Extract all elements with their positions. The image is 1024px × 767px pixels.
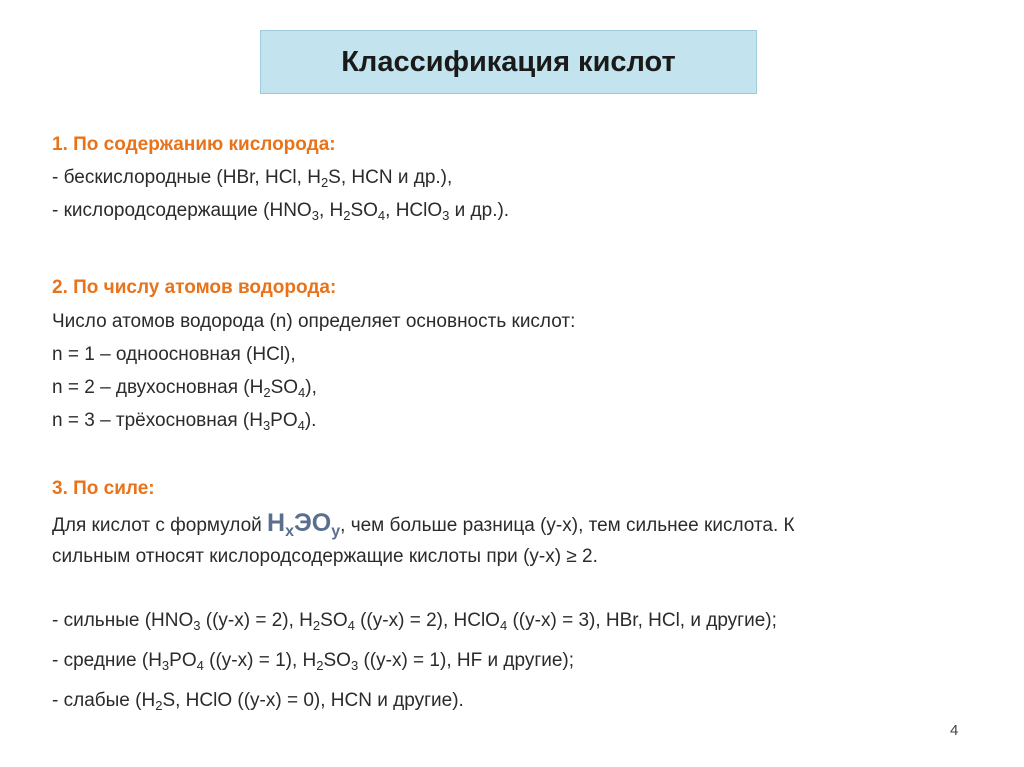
section-2-heading: 2. По числу атомов водорода: [52, 277, 337, 298]
subscript: 2 [343, 208, 351, 223]
subscript: 4 [499, 618, 508, 633]
subscript: 2 [155, 698, 163, 713]
text-run: S, HCN и др.), [328, 167, 453, 188]
text-run: - бескислородные (HBr, HCl, H [52, 167, 321, 188]
subscript: x [285, 523, 295, 540]
subscript: 4 [196, 658, 204, 673]
text-run: SO [350, 200, 378, 221]
subscript: 3 [442, 208, 450, 223]
monobasic-line: n = 1 – одноосновная (HCl), [52, 344, 296, 365]
strong-acids-line [52, 606, 777, 636]
subscript: 4 [377, 208, 386, 223]
dibasic-line [52, 373, 317, 403]
general-formula [267, 509, 341, 540]
text-run: ЭО [294, 509, 332, 537]
text-run: ((y-x) = 1), HF и другие); [358, 650, 575, 671]
text-run: ((y-x) = 2), HClO [354, 610, 500, 631]
subscript: 3 [193, 618, 201, 633]
text-run: - сильные (HNO [52, 610, 194, 631]
subscript: 2 [316, 658, 324, 673]
text-run: ((y-x) = 2), H [200, 610, 313, 631]
subscript: 3 [311, 208, 319, 223]
subscript: y [331, 523, 341, 540]
strength-paragraph-line-1 [52, 508, 795, 541]
medium-acids-line [52, 646, 574, 676]
tribasic-line [52, 406, 316, 436]
page-number: 4 [950, 722, 959, 739]
text-run: - средние (H [52, 650, 162, 671]
subscript: 4 [297, 418, 305, 433]
subscript: 3 [262, 418, 271, 433]
strength-paragraph-line-2: сильным относят кислородсодержащие кислоты при (y-x) ≥ 2. [52, 546, 598, 567]
section-3-heading: 3. По силе: [52, 478, 155, 499]
text-run: n = 3 – трёхосновная (H [52, 410, 263, 431]
subscript: 2 [263, 385, 271, 400]
text-run: ((y-x) = 3), HBr, HCl, и другие); [507, 610, 777, 631]
text-run: ((y-x) = 1), H [203, 650, 317, 671]
oxygen-acids-line [52, 196, 509, 226]
text-run: PO [270, 410, 298, 431]
text-run: H [267, 509, 286, 537]
oxygen-free-acids-line [52, 163, 452, 193]
text-run: ), [305, 377, 317, 398]
section-1-heading: 1. По содержанию кислорода: [52, 134, 336, 155]
strength-text-a: Для кислот с формулой [52, 515, 268, 536]
text-run: n = 2 – двухосновная (H [52, 377, 264, 398]
slide-title: Классификация кислот [341, 45, 676, 78]
text-run: S, HClO ((y-x) = 0), HCN и другие). [162, 690, 464, 711]
text-run: PO [169, 650, 197, 671]
strength-text-b: , чем больше разница (y-x), тем сильнее кислота. К [340, 515, 795, 536]
text-run: и др.). [449, 200, 510, 221]
subscript: 4 [298, 385, 306, 400]
title-box [260, 30, 757, 94]
text-run: SO [320, 610, 348, 631]
text-run: - кислородсодержащие (HNO [52, 200, 312, 221]
text-run: , H [318, 200, 344, 221]
subscript: 2 [320, 175, 329, 190]
text-run: SO [323, 650, 351, 671]
subscript: 3 [350, 658, 359, 673]
text-run: SO [270, 377, 299, 398]
text-run: - слабые (H [52, 690, 156, 711]
subscript: 3 [161, 658, 170, 673]
basicity-intro: Число атомов водорода (n) определяет основность кислот: [52, 311, 576, 332]
subscript: 2 [312, 618, 321, 633]
text-run: ). [304, 410, 317, 431]
weak-acids-line [52, 686, 464, 716]
subscript: 4 [347, 618, 355, 633]
text-run: , HClO [385, 200, 443, 221]
